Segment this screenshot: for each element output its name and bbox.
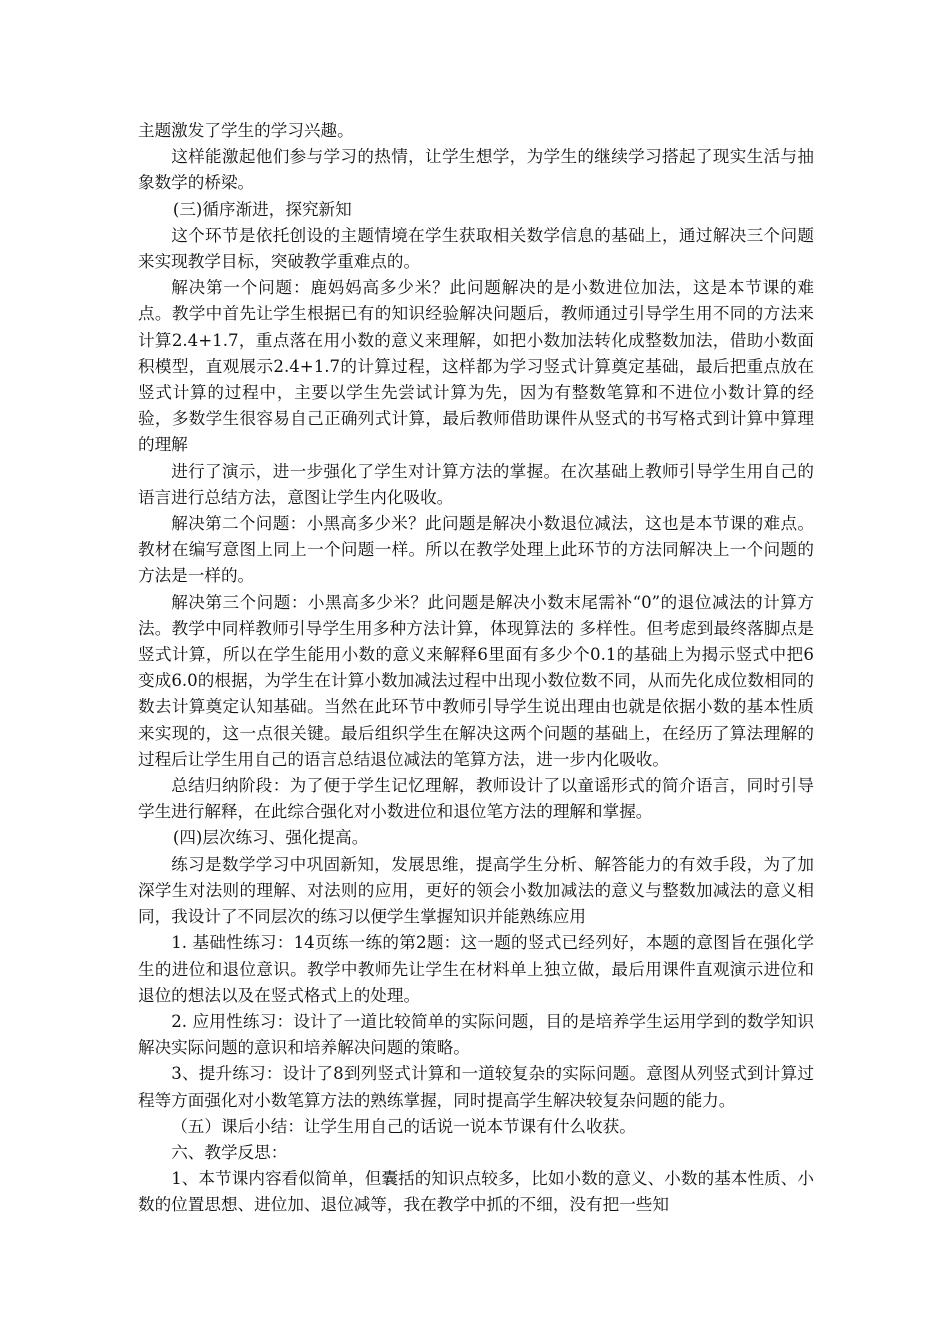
paragraph-practice-2: 2. 应用性练习：设计了一道比较简单的实际问题，目的是培养学生运用学到的数学知识解决实际问题的意识和培养解决问题的策略。: [138, 1011, 814, 1058]
paragraph-problem-1: 解决第一个问题：鹿妈妈高多少米？此问题解决的是小数进位加法，这是本节课的难点。教学中首先让学生根据已有的知识经验解决问题后，教师通过引导学生用不同的方法来计算2.4+1.7，重点落在用小数的意义来理解，如把小数加法转化成整数加法，借助小数面积模型，直观展示2.4+1.7的计算过程，这样都为学习竖式计算奠定基础，最后把重点放在竖式计算的过程中，主要以学生先尝试计算为先，因为有整数笔算和不进位小数计算的经验，多数学生很容易自己正确列式计算，最后教师借助课件从竖式的书写格式到计算中算理的理解: [138, 278, 814, 455]
paragraph-problem-2: 解决第二个问题：小黑高多少米？此问题是解决小数退位减法，这也是本节课的难点。教材在编写意图上同上一个问题一样。所以在教学处理上此环节的方法同解决上一个问题的方法是一样的。: [138, 514, 814, 586]
document-body: [138, 118, 814, 1219]
paragraph-4: 这个环节是依托创设的主题情境在学生获取相关数学信息的基础上，通过解决三个问题来实现教学目标，突破教学重难点的。: [138, 225, 814, 272]
section-heading-3: (三)循序渐进，探究新知: [172, 199, 352, 219]
paragraph-practice-1: 1. 基础性练习：14页练一练的第2题：这一题的竖式已经列好，本题的意图旨在强化学生的进位和退位意识。教学中教师先让学生在材料单上独立做，最后用课件直观演示进位和退位的想法以及在竖式格式上的处理。: [138, 933, 814, 1005]
paragraph-1: 主题激发了学生的学习兴趣。: [138, 121, 354, 140]
paragraph-summary: 总结归纳阶段：为了便于学生记忆理解，教师设计了以童谣形式的简介语言，同时引导学生进行解释，在此综合强化对小数进位和退位笔方法的理解和掌握。: [138, 776, 814, 822]
paragraph-practice-intro: 练习是数学学习中巩固新知，发展思维，提高学生分析、解答能力的有效手段，为了加深学生对法则的理解、对法则的应用，更好的领会小数加减法的意义与整数加减法的意义相同，我设计了不同层次的练习以便学生掌握知识并能熟练应用: [138, 854, 814, 927]
paragraph-2: 这样能激起他们参与学习的热情，让学生想学，为学生的继续学习搭起了现实生活与抽象数学的桥梁。: [138, 147, 814, 193]
paragraph-practice-3: 3、提升练习：设计了8到列竖式计算和一道较复杂的实际问题。意图从列竖式到计算过程等方面强化对小数笔算方法的熟练掌握，同时提高学生解决较复杂问题的能力。: [138, 1064, 814, 1110]
section-heading-4: (四)层次练习、强化提高。: [172, 828, 369, 848]
paragraph-reflection-1: 1、本节课内容看似简单，但囊括的知识点较多，比如小数的意义、小数的基本性质、小数的位置思想、进位加、退位减等，我在教学中抓的不细，没有把一些知: [138, 1169, 814, 1215]
paragraph-problem-3: 解决第三个问题：小黑高多少米？此问题是解决小数末尾需补“0”的退位减法的计算方法。教学中同样教师引导学生用多种方法计算，体现算法的 多样性。但考虑到最终落脚点是竖式计算，所以在学生能用小数的意义来解释6里面有多少个0.1的基础上为揭示竖式中把6变成6.0的根据，为学生在计算小数加减法过程中出现小数位数不同，从而先化成位数相同的数去计算奠定认知基础。当然在此环节中教师引导学生说出理由也就是依据小数的基本性质来实现的，这一点很关键。最后组织学生在解决这两个问题的基础上，在经历了算法理解的过程后让学生用自己的语言总结退位减法的笔算方法，进一步内化吸收。: [138, 592, 814, 769]
section-heading-6: 六、教学反思：: [171, 1142, 288, 1162]
section-heading-5: （五）课后小结：让学生用自己的话说一说本节课有什么收获。: [171, 1116, 636, 1136]
paragraph-6: 进行了演示，进一步强化了学生对计算方法的掌握。在次基础上教师引导学生用自己的语言进行总结方法，意图让学生内化吸收。: [138, 461, 814, 507]
